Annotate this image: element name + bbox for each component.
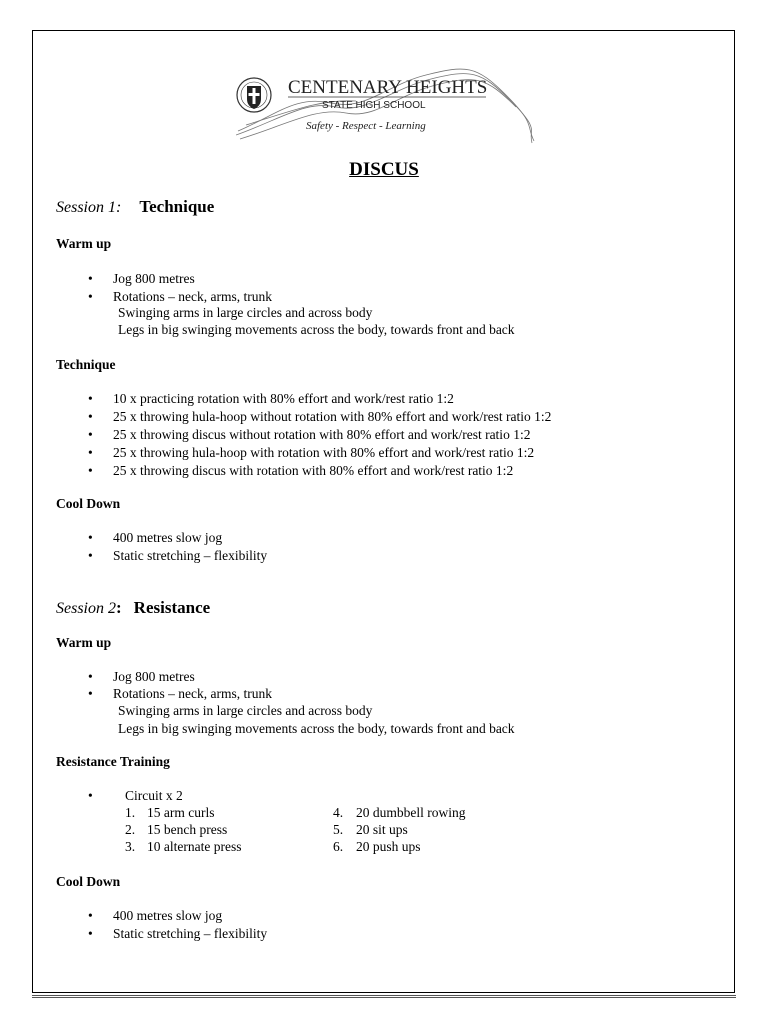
session-1-heading bbox=[56, 197, 214, 217]
s1-warmup-item: Jog 800 metres bbox=[113, 271, 195, 286]
bullet: • bbox=[88, 908, 93, 923]
s2-warmup-heading: Warm up bbox=[56, 635, 112, 650]
session-1-name: Technique bbox=[139, 197, 215, 216]
exercise-name: 20 dumbbell rowing bbox=[356, 805, 466, 820]
bullet: • bbox=[88, 686, 93, 701]
bullet: • bbox=[88, 669, 93, 684]
s1-technique-item: 25 x throwing discus without rotation with 80% effort and work/rest ratio 1:2 bbox=[113, 427, 531, 442]
s1-warmup-item: Rotations – neck, arms, trunk bbox=[113, 289, 272, 304]
exercise-number: 3. bbox=[125, 839, 136, 854]
s2-warmup-item: Jog 800 metres bbox=[113, 669, 195, 684]
exercise-name: 20 sit ups bbox=[356, 822, 408, 837]
school-logo bbox=[236, 55, 536, 145]
session-2-heading bbox=[56, 598, 210, 618]
exercise-name: 10 alternate press bbox=[147, 839, 242, 854]
page-title: DISCUS bbox=[349, 159, 419, 180]
exercise-number: 4. bbox=[333, 805, 344, 820]
bullet: • bbox=[88, 289, 93, 304]
bullet: • bbox=[88, 530, 93, 545]
bullet: • bbox=[88, 926, 93, 941]
footer-rule bbox=[32, 995, 736, 998]
bullet: • bbox=[88, 391, 93, 406]
s1-technique-heading: Technique bbox=[56, 357, 116, 372]
exercise-number: 2. bbox=[125, 822, 136, 837]
s1-warmup-subitem: Legs in big swinging movements across the body, towards front and back bbox=[118, 322, 515, 337]
school-name-line2: STATE HIGH SCHOOL bbox=[322, 100, 426, 111]
s2-cooldown-item: 400 metres slow jog bbox=[113, 908, 223, 923]
bullet: • bbox=[88, 445, 93, 460]
s1-cooldown-heading: Cool Down bbox=[56, 496, 121, 511]
bullet: • bbox=[88, 548, 93, 563]
exercise-number: 6. bbox=[333, 839, 344, 854]
s1-cooldown-item: 400 metres slow jog bbox=[113, 530, 223, 545]
s1-cooldown-item: Static stretching – flexibility bbox=[113, 548, 268, 563]
session-2-colon: : bbox=[116, 598, 122, 617]
s2-cooldown-heading: Cool Down bbox=[56, 874, 121, 889]
exercise-name: 15 arm curls bbox=[147, 805, 215, 820]
school-name-line1: CENTENARY HEIGHTS bbox=[288, 77, 488, 98]
session-1-label: Session 1: bbox=[56, 199, 122, 216]
s2-warmup-item: Rotations – neck, arms, trunk bbox=[113, 686, 272, 701]
s2-cooldown-item: Static stretching – flexibility bbox=[113, 926, 268, 941]
session-2-name: Resistance bbox=[133, 598, 211, 617]
s1-technique-item: 25 x throwing hula-hoop without rotation with 80% effort and work/rest ratio 1:2 bbox=[113, 409, 552, 424]
bullet: • bbox=[88, 409, 93, 424]
s2-warmup-subitem: Swinging arms in large circles and across body bbox=[118, 703, 373, 718]
school-motto: Safety - Respect - Learning bbox=[306, 120, 426, 132]
s1-technique-item: 10 x practicing rotation with 80% effort and work/rest ratio 1:2 bbox=[113, 391, 454, 406]
bullet: • bbox=[88, 271, 93, 286]
s1-warmup-subitem: Swinging arms in large circles and across body bbox=[118, 305, 373, 320]
bullet: • bbox=[88, 427, 93, 442]
exercise-number: 5. bbox=[333, 822, 344, 837]
bullet: • bbox=[88, 788, 93, 803]
s1-technique-item: 25 x throwing hula-hoop with rotation with 80% effort and work/rest ratio 1:2 bbox=[113, 445, 535, 460]
exercise-number: 1. bbox=[125, 805, 136, 820]
exercise-name: 20 push ups bbox=[356, 839, 421, 854]
s2-resistance-heading: Resistance Training bbox=[56, 754, 170, 769]
bullet: • bbox=[88, 463, 93, 478]
s1-technique-item: 25 x throwing discus with rotation with 80% effort and work/rest ratio 1:2 bbox=[113, 463, 514, 478]
school-logo-graphic bbox=[236, 55, 536, 145]
session-2-label: Session 2 bbox=[56, 600, 116, 617]
s1-warmup-heading: Warm up bbox=[56, 236, 112, 251]
s2-warmup-subitem: Legs in big swinging movements across the body, towards front and back bbox=[118, 721, 515, 736]
circuit-label: Circuit x 2 bbox=[125, 788, 183, 803]
exercise-name: 15 bench press bbox=[147, 822, 228, 837]
